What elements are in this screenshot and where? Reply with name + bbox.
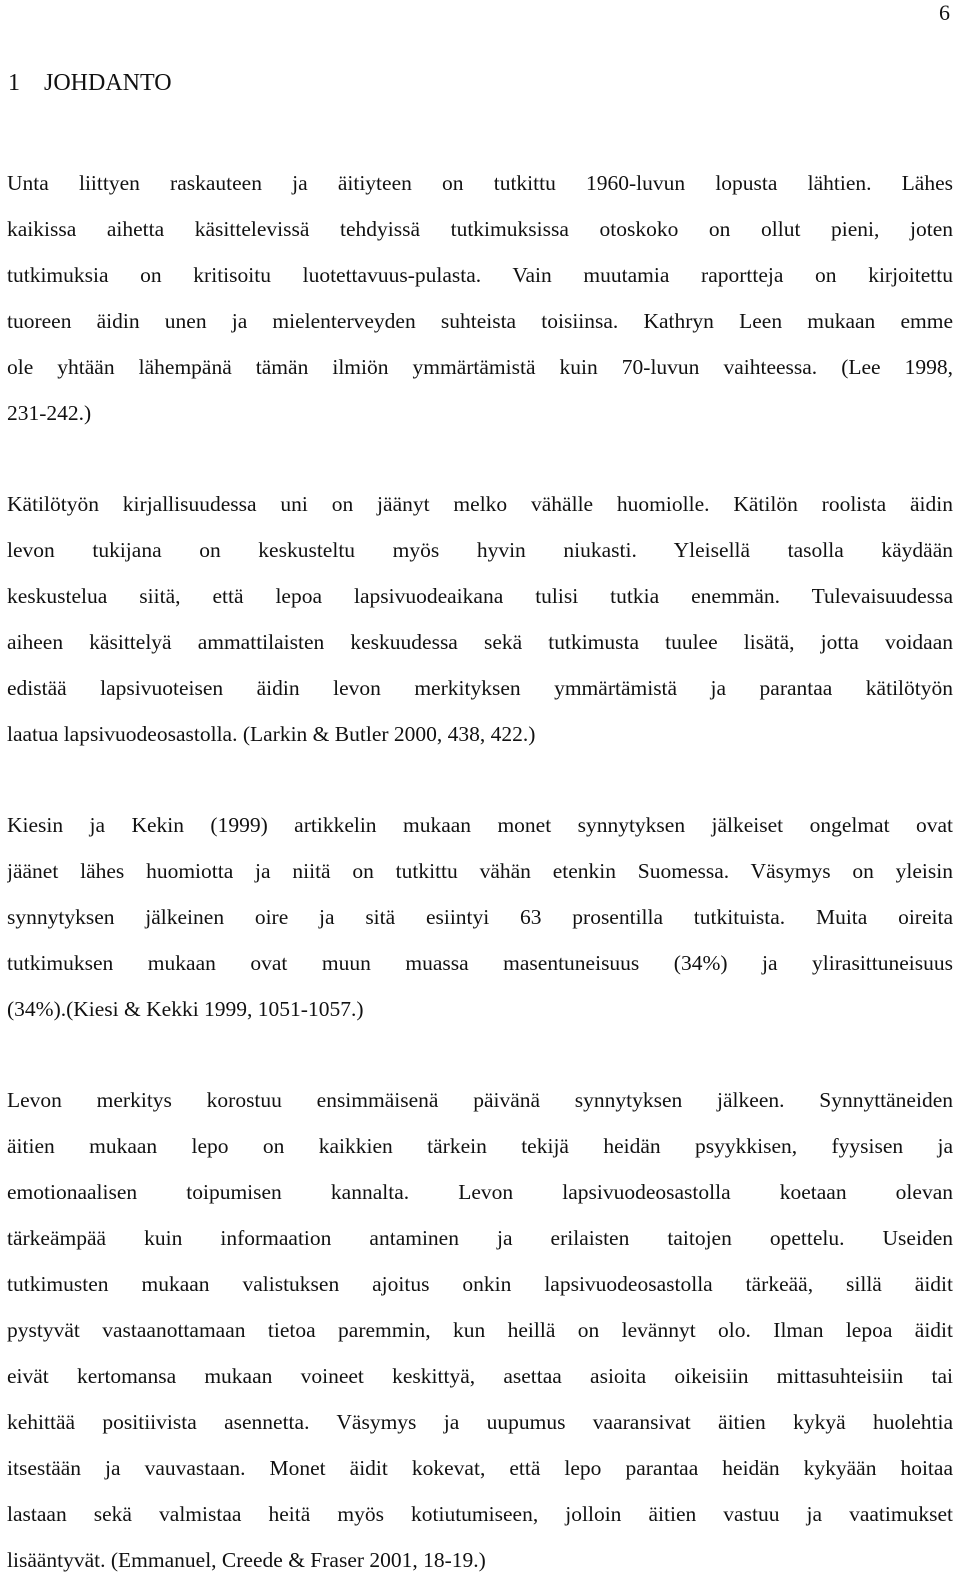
paragraph-line: tutkimuksia on kritisoitu luotettavuus-pulasta. Vain muutamia raportteja on kirjoitettu: [7, 263, 953, 287]
paragraph-line: keskustelua siitä, että lepoa lapsivuodeaikana tulisi tutkia enemmän. Tulevaisuudessa: [7, 584, 953, 608]
paragraph-line: levon tukijana on keskusteltu myös hyvin niukasti. Yleisellä tasolla käydään: [7, 538, 953, 562]
section-title: JOHDANTO: [44, 70, 172, 96]
paragraph-line: jäänet lähes huomiotta ja niitä on tutkittu vähän etenkin Suomessa. Väsymys on yleisin: [7, 859, 953, 883]
page-number: 6: [939, 0, 950, 25]
paragraph-4: [7, 1077, 953, 1583]
paragraph-3: [7, 802, 953, 1032]
paragraph-line: Kätilötyön kirjallisuudessa uni on jäänyt melko vähälle huomiolle. Kätilön roolista äidin: [7, 492, 953, 516]
paragraph-line: itsestään ja vauvastaan. Monet äidit kokevat, että lepo parantaa heidän kykyään hoitaa: [7, 1456, 953, 1480]
paragraph-line: eivät kertomansa mukaan voineet keskittyä, asettaa asioita oikeisiin mittasuhteisiin tai: [7, 1364, 953, 1388]
paragraph-line: ole yhtään lähempänä tämän ilmiön ymmärtämistä kuin 70-luvun vaihteessa. (Lee 1998,: [7, 355, 953, 379]
paragraph-line: tärkeämpää kuin informaation antaminen ja erilaisten taitojen opettelu. Useiden: [7, 1226, 953, 1250]
paragraph-line: tuoreen äidin unen ja mielenterveyden suhteista toisiinsa. Kathryn Leen mukaan emme: [7, 309, 953, 333]
paragraph-line: äitien mukaan lepo on kaikkien tärkein tekijä heidän psyykkisen, fyysisen ja: [7, 1134, 953, 1158]
paragraph-line: kehittää positiivista asennetta. Väsymys ja uupumus vaaransivat äitien kykyä huolehtia: [7, 1410, 953, 1434]
paragraph-line: Kiesin ja Kekin (1999) artikkelin mukaan monet synnytyksen jälkeiset ongelmat ovat: [7, 813, 953, 837]
paragraph-line: lisääntyvät. (Emmanuel, Creede & Fraser 2001, 18-19.): [7, 1548, 486, 1572]
body-text: [7, 160, 953, 1583]
paragraph-line: emotionaalisen toipumisen kannalta. Levon lapsivuodeosastolla koetaan olevan: [7, 1180, 953, 1204]
section-heading: [8, 68, 172, 98]
paragraph-1: [7, 160, 953, 436]
paragraph-line: laatua lapsivuodeosastolla. (Larkin & Butler 2000, 438, 422.): [7, 722, 536, 746]
paragraph-line: tutkimuksen mukaan ovat muun muassa masentuneisuus (34%) ja ylirasittuneisuus: [7, 951, 953, 975]
paragraph-line: pystyvät vastaanottamaan tietoa paremmin, kun heillä on levännyt olo. Ilman lepoa äidit: [7, 1318, 953, 1342]
paragraph-line: edistää lapsivuoteisen äidin levon merkityksen ymmärtämistä ja parantaa kätilötyön: [7, 676, 953, 700]
paragraph-2: [7, 481, 953, 757]
paragraph-line: Unta liittyen raskauteen ja äitiyteen on tutkittu 1960-luvun lopusta lähtien. Lähes: [7, 171, 953, 195]
paragraph-line: tutkimusten mukaan valistuksen ajoitus onkin lapsivuodeosastolla tärkeää, sillä äidit: [7, 1272, 953, 1296]
paragraph-line: 231-242.): [7, 401, 92, 425]
paragraph-line: kaikissa aihetta käsittelevissä tehdyissä tutkimuksissa otoskoko on ollut pieni, joten: [7, 217, 953, 241]
paragraph-line: aiheen käsittelyä ammattilaisten keskuudessa sekä tutkimusta tuulee lisätä, jotta voidaan: [7, 630, 953, 654]
paragraph-line: Levon merkitys korostuu ensimmäisenä päivänä synnytyksen jälkeen. Synnyttäneiden: [7, 1088, 953, 1112]
paragraph-line: synnytyksen jälkeinen oire ja sitä esiintyi 63 prosentilla tutkituista. Muita oireita: [7, 905, 953, 929]
paragraph-line: (34%).(Kiesi & Kekki 1999, 1051-1057.): [7, 997, 364, 1021]
paragraph-line: lastaan sekä valmistaa heitä myös kotiutumiseen, jolloin äitien vastuu ja vaatimukset: [7, 1502, 953, 1526]
section-number: 1: [8, 70, 20, 96]
